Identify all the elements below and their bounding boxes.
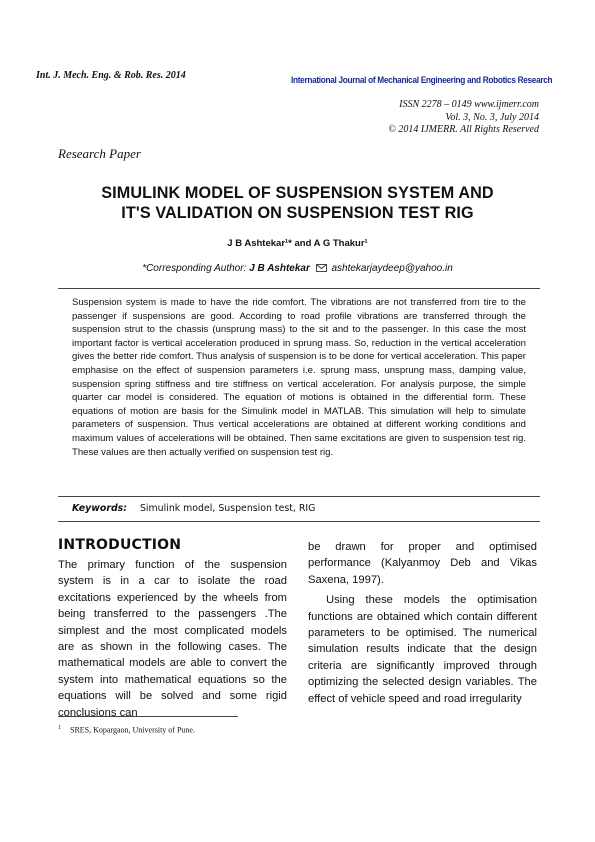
intro-left-column (58, 557, 287, 721)
copyright-line: © 2014 IJMERR. All Rights Reserved (388, 124, 539, 135)
footnote-mark: 1 (58, 725, 61, 731)
author-list: J B Ashtekar¹* and A G Thakur¹ (227, 238, 368, 249)
keywords-bottom-rule (58, 521, 540, 522)
keywords-value: Simulink model, Suspension test, RIG (139, 503, 316, 514)
issn-line: ISSN 2278 – 0149 www.ijmerr.com (399, 99, 539, 110)
abstract-text: Suspension system is made to have the ride comfort. The vibrations are not transferred from tire to the passenger if suspensions are good. According to road profile vibrations are transferred through the suspension strut to the chassis (unsprung mass) to the sit and to the passenger. In this case the most important factor is vertical acceleration produced in sprung mass. So, reduction in the vertical acceleration gives the better ride comfort. Thus analysis of suspension is to be done for vertical acceleration. This paper emphasise on the effect of suspension parameters i.e. sprung mass, unsprung mass, damping value, suspension spring stiffness and tire stiffness on vertical acceleration. For analysis purpose, the simple quarter car model is considered. The equation of motions is obtained in the differential form. These equations of motion are basis for the Simulink model in MATLAB. This simulation will help to simulate parameters of suspension. Thus vertical accelerations are obtained at different working conditions and maximum values of accelerations will be obtained. Then same excitations are given to suspension test rig. These values are then actually verified on suspension test rig. (72, 297, 526, 458)
corresponding-author (0, 263, 595, 274)
journal-citation: Int. J. Mech. Eng. & Rob. Res. 2014 (36, 70, 186, 81)
title-line-1: SIMULINK MODEL OF SUSPENSION SYSTEM AND (101, 184, 494, 202)
footnote-text: SRES, Kopargaon, University of Pune. (70, 725, 195, 735)
footnote-rule (58, 716, 238, 717)
intro-right-paragraph-1: be drawn for proper and optimised performance (Kalyanmoy Deb and Vikas Saxena, 1997). (308, 541, 537, 586)
intro-left-paragraph: The primary function of the suspension system is in a car to isolate the road excitations experienced by the wheels from being transferred to the passengers .The simplest and the most complicated models are as shown in the following cases. The mathematical models are able to convert the system into mathematical equations so the equations will be solved and some rigid conclusions can (58, 559, 287, 719)
paper-title (30, 183, 565, 223)
paper-type: Research Paper (58, 146, 141, 161)
footnote (58, 725, 195, 735)
publication-info (388, 99, 539, 137)
corresponding-name: J B Ashtekar (249, 263, 310, 274)
intro-right-column (308, 539, 537, 707)
corresponding-email[interactable]: ashtekarjaydeep@yahoo.in (331, 263, 453, 274)
intro-right-paragraph-2: Using these models the optimisation functions are obtained which contain different parameters to be optimised. The numerical simulation results indicate that the design criteria are significantly improved through optimizing the selected design variables. The effect of vehicle speed and road irregularity (308, 594, 537, 705)
abstract-top-rule (58, 288, 540, 289)
introduction-heading: INTRODUCTION (58, 537, 182, 553)
keywords-top-rule (58, 496, 540, 497)
journal-logo-text: International Journal of Mechanical Engineering and Robotics Research (291, 75, 553, 85)
journal-logo (288, 70, 553, 90)
keywords-label: Keywords: (72, 503, 127, 514)
keywords (72, 503, 315, 514)
envelope-icon (316, 264, 327, 272)
corresponding-label: *Corresponding Author: (142, 263, 247, 274)
volume-line: Vol. 3, No. 3, July 2014 (445, 111, 539, 123)
title-line-2: IT'S VALIDATION ON SUSPENSION TEST RIG (121, 204, 474, 222)
